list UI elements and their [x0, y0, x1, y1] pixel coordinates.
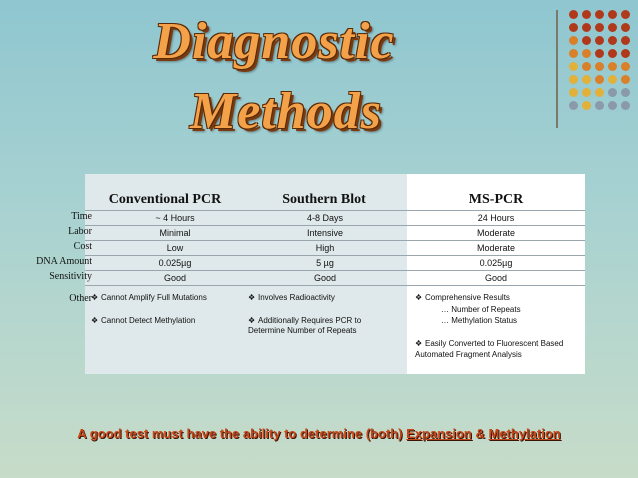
cell-mspcr-labor: Moderate	[476, 228, 516, 238]
decorative-dot	[582, 101, 591, 110]
decorative-dot	[621, 36, 630, 45]
header-conventional-pcr: Conventional PCR	[108, 192, 222, 207]
row-label-labor: Labor	[68, 226, 92, 237]
decorative-dot	[621, 88, 630, 97]
slide-title-line1: Diagnostic	[153, 13, 395, 70]
row-divider	[85, 255, 585, 256]
decorative-dots	[569, 10, 635, 120]
bullet-icon: ❖	[415, 339, 423, 348]
header-ms-pcr: MS-PCR	[468, 192, 524, 207]
decorative-dot	[582, 75, 591, 84]
decorative-dot	[595, 36, 604, 45]
row-divider	[85, 240, 585, 241]
bullet-icon: ❖	[415, 293, 423, 302]
decorative-dot	[595, 88, 604, 97]
decorative-dot	[621, 75, 630, 84]
cell-pcr-sensitivity: Good	[163, 273, 187, 283]
pcr-other-1: ❖ Cannot Amplify Full Mutations	[91, 293, 207, 302]
southern-other-2: ❖ Additionally Requires PCR to Determine Number of Repeats	[248, 316, 362, 335]
row-label-time: Time	[71, 211, 92, 222]
comparison-table	[85, 174, 585, 374]
mspcr-other-1: ❖ Comprehensive Results	[415, 293, 510, 302]
decorative-dot	[582, 88, 591, 97]
cell-mspcr-cost: Moderate	[476, 243, 516, 253]
mspcr-other-2: … Number of Repeats	[441, 305, 521, 314]
decorative-dot	[569, 75, 578, 84]
cell-pcr-dna: 0.025µg	[158, 258, 192, 268]
decorative-dot	[608, 49, 617, 58]
cell-mspcr-sensitivity: Good	[484, 273, 508, 283]
decorative-dot	[608, 62, 617, 71]
cell-pcr-labor: Minimal	[159, 228, 191, 238]
cell-southern-cost: High	[315, 243, 335, 253]
row-divider	[85, 270, 585, 271]
decorative-dot	[608, 10, 617, 19]
decorative-dot	[582, 23, 591, 32]
decorative-dot	[569, 62, 578, 71]
decorative-dot	[582, 49, 591, 58]
decorative-dot	[595, 23, 604, 32]
decorative-dot	[595, 101, 604, 110]
cell-pcr-time: ~ 4 Hours	[155, 213, 195, 223]
footer-statement: A good test must have the ability to determine (both) Expansion & Methylation	[77, 426, 561, 441]
slide-title-line2: Methods	[190, 83, 382, 140]
cell-southern-time: 4-8 Days	[306, 213, 343, 223]
bullet-icon: ❖	[91, 293, 99, 302]
decorative-dot	[569, 88, 578, 97]
decorative-dot	[569, 10, 578, 19]
row-divider	[85, 285, 585, 286]
decorative-dot	[621, 49, 630, 58]
decorative-dot	[595, 62, 604, 71]
decorative-dot	[569, 23, 578, 32]
row-divider	[85, 225, 585, 226]
decorative-dot	[595, 10, 604, 19]
bullet-icon: ❖	[248, 293, 256, 302]
row-label-dna-amount: DNA Amount	[36, 256, 92, 267]
row-label-other: Other	[69, 293, 92, 304]
cell-southern-labor: Intensive	[306, 228, 344, 238]
cell-southern-sensitivity: Good	[313, 273, 337, 283]
bullet-icon: ❖	[91, 316, 99, 325]
decorative-dot	[582, 36, 591, 45]
cell-pcr-cost: Low	[166, 243, 184, 253]
decorative-dot	[608, 101, 617, 110]
bullet-icon: ❖	[248, 316, 256, 325]
divider-line	[556, 10, 558, 128]
decorative-dot	[621, 10, 630, 19]
decorative-dot	[621, 101, 630, 110]
decorative-dot	[595, 49, 604, 58]
decorative-dot	[569, 101, 578, 110]
mspcr-other-3: … Methylation Status	[441, 316, 518, 325]
decorative-dot	[569, 36, 578, 45]
decorative-dot	[608, 88, 617, 97]
pcr-other-2: ❖ Cannot Detect Methylation	[91, 316, 196, 325]
decorative-dot	[595, 75, 604, 84]
decorative-dot	[621, 23, 630, 32]
cell-mspcr-time: 24 Hours	[477, 213, 515, 223]
header-southern-blot: Southern Blot	[282, 192, 366, 207]
decorative-dot	[582, 62, 591, 71]
cell-southern-dna: 5 µg	[316, 258, 334, 268]
mspcr-other-4: ❖ Easily Converted to Fluorescent Based Automated Fragment Analysis	[415, 339, 564, 359]
decorative-dot	[608, 23, 617, 32]
decorative-dot	[608, 36, 617, 45]
southern-other-1: ❖ Involves Radioactivity	[248, 293, 335, 302]
decorative-dot	[569, 49, 578, 58]
decorative-dot	[621, 62, 630, 71]
cell-mspcr-dna: 0.025µg	[479, 258, 513, 268]
row-divider	[85, 210, 585, 211]
row-label-cost: Cost	[73, 241, 92, 252]
row-label-sensitivity: Sensitivity	[49, 271, 92, 282]
decorative-dot	[608, 75, 617, 84]
decorative-dot	[582, 10, 591, 19]
